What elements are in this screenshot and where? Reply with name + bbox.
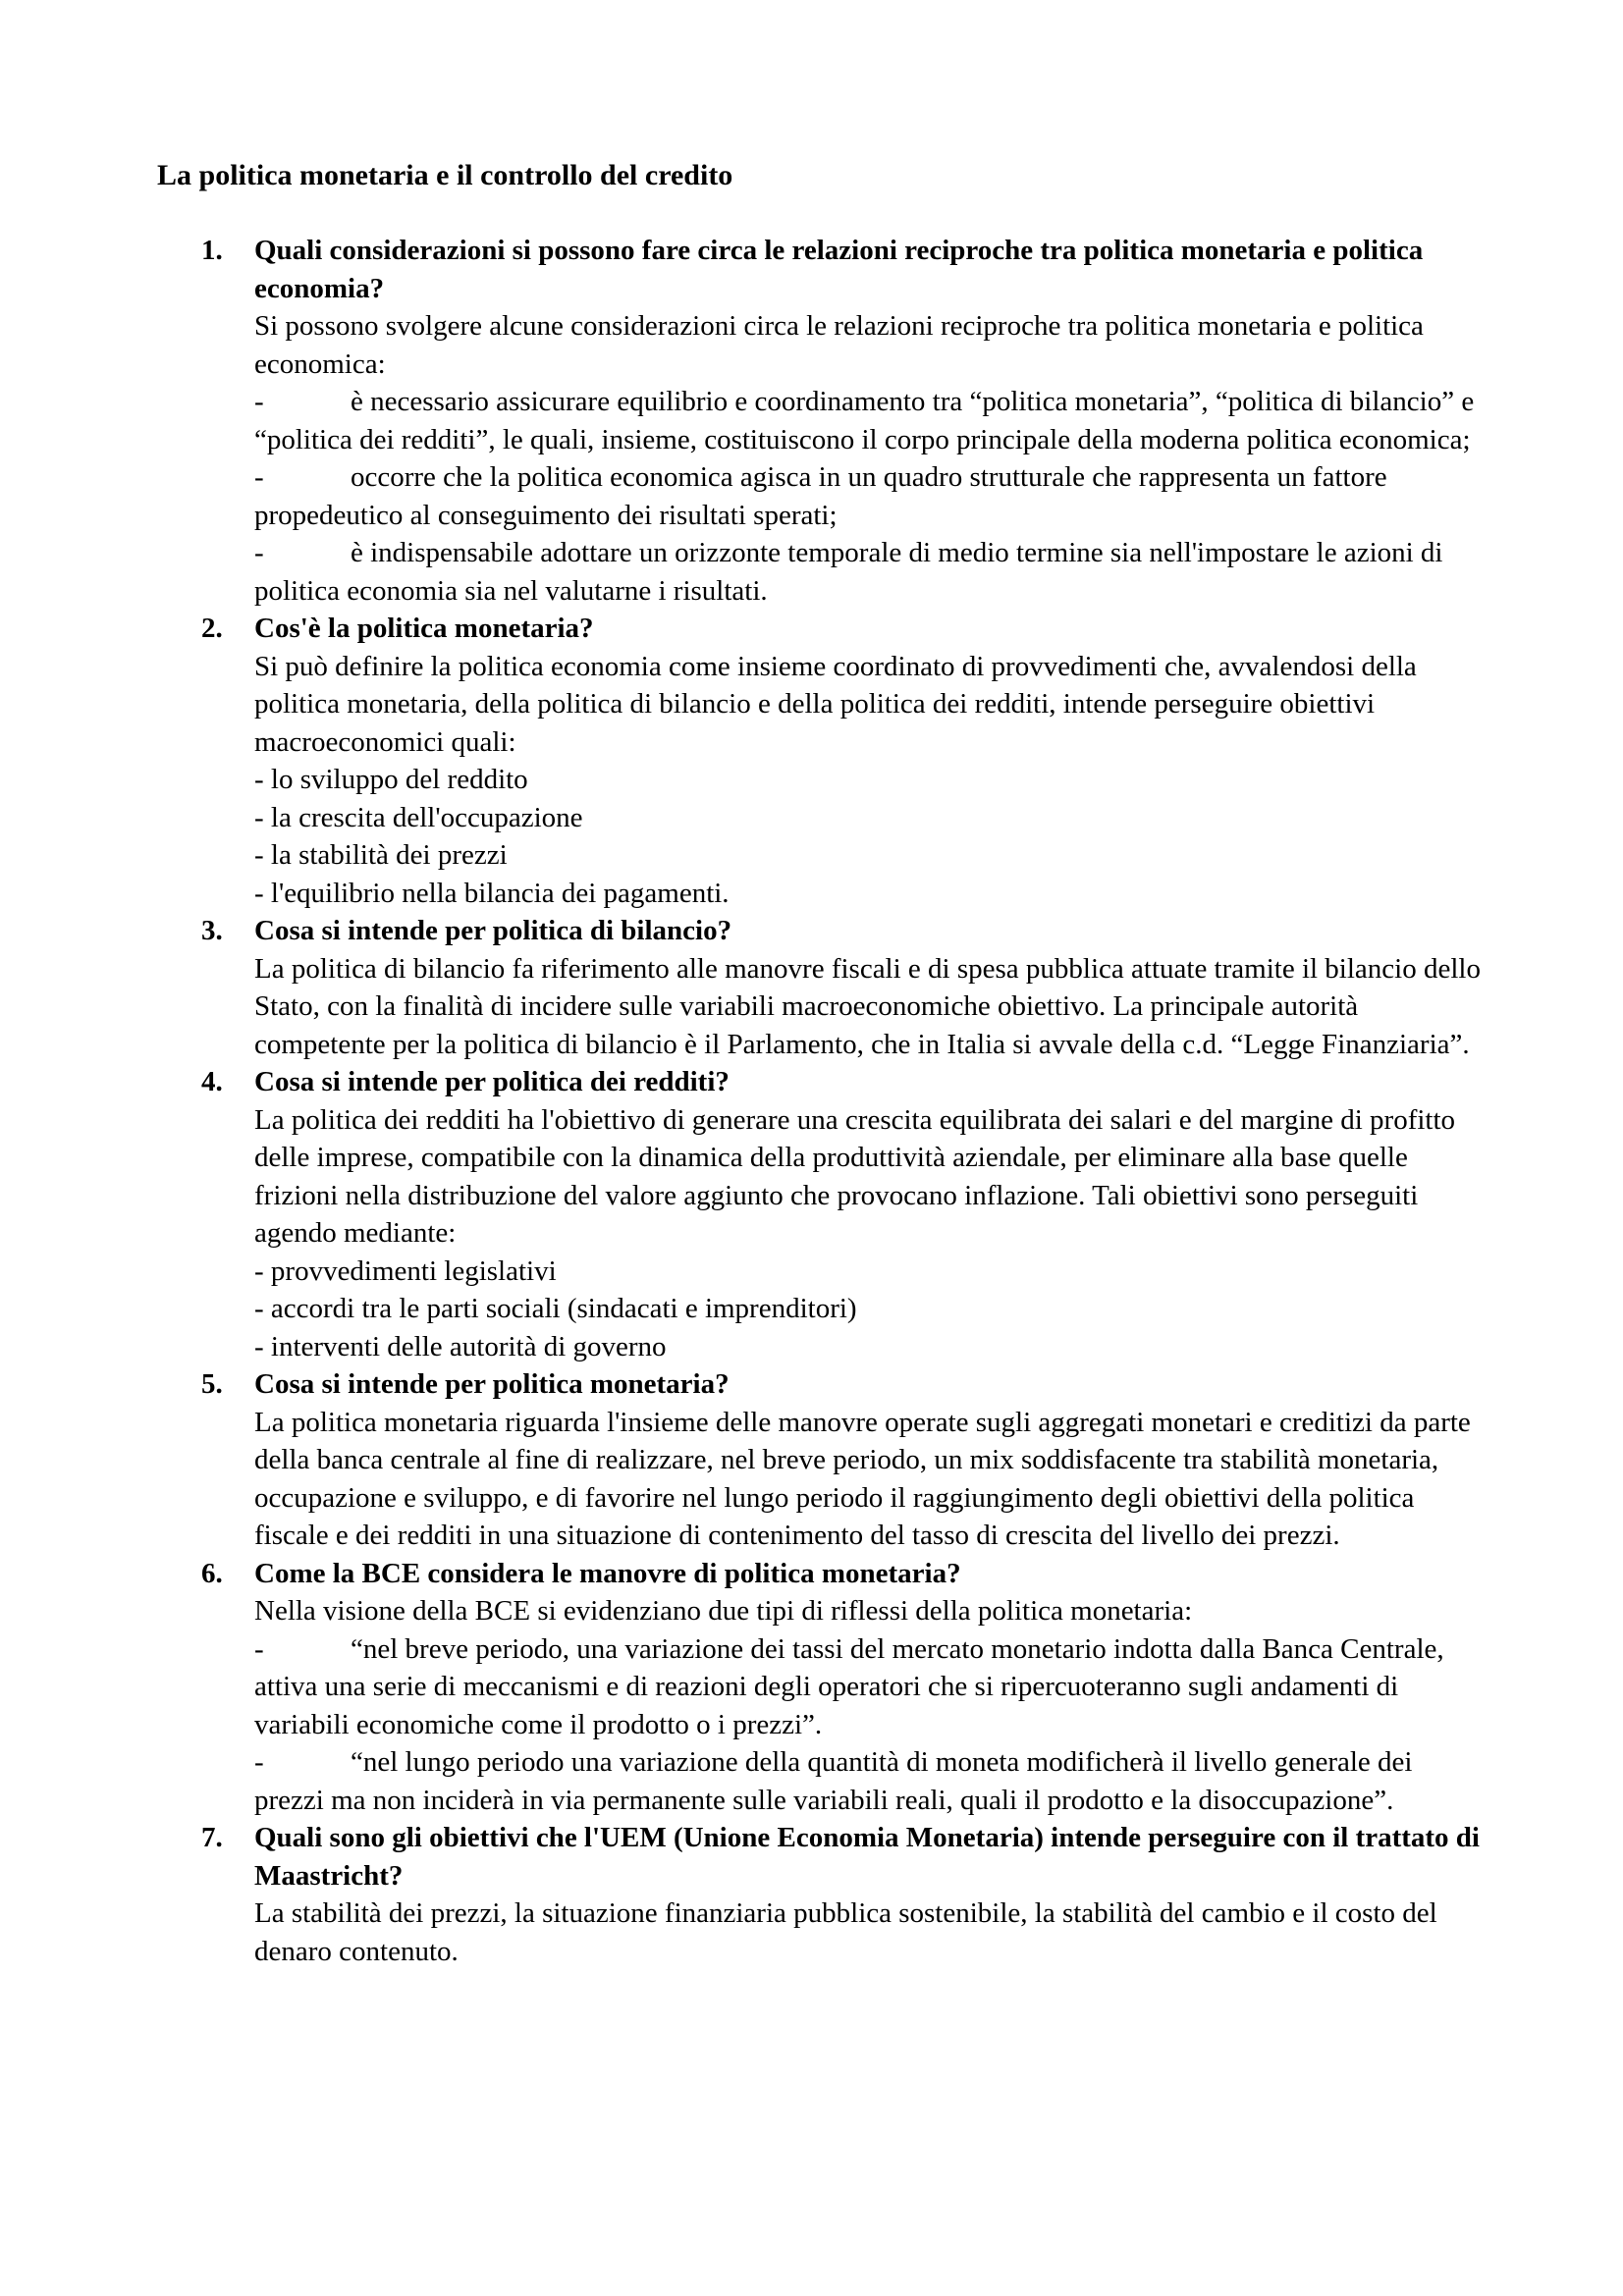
- answer-bullet-text: è necessario assicurare equilibrio e coordinamento tra “politica monetaria”, “politica di bilancio” e “politica dei redditi”, le quali, insieme, costituiscono il corpo principale della moderna politica economica;: [254, 386, 1475, 455]
- question-text: Cosa si intende per politica monetaria?: [254, 1368, 730, 1400]
- answer-list-item: - la stabilità dei prezzi: [254, 839, 508, 871]
- answer-list-item: - la crescita dell'occupazione: [254, 801, 583, 833]
- dash-marker: -: [254, 1746, 264, 1778]
- dash-marker: -: [254, 537, 264, 568]
- question-text: Cosa si intende per politica di bilancio?: [254, 915, 732, 946]
- document-title: La politica monetaria e il controllo del credito: [157, 159, 733, 191]
- answer-list-item: - interventi delle autorità di governo: [254, 1330, 667, 1362]
- dash-marker: -: [254, 1632, 264, 1665]
- answer-bullet: [254, 458, 1488, 534]
- question-text: Quali sono gli obiettivi che l'UEM (Unione Economia Monetaria) intende perseguire con il trattato di Maastricht?: [254, 1822, 1480, 1892]
- answer-text: Si può definire la politica economia come insieme coordinato di provvedimenti che, avvalendosi della politica monetaria, della politica di bilancio e della politica dei redditi, intende perseguire obiettivi macroeconomici quali:: [254, 650, 1417, 758]
- question-number: 4.: [201, 1066, 223, 1097]
- qa-item: [201, 1819, 1488, 1970]
- qa-item: [201, 232, 1488, 610]
- answer-list-item: - accordi tra le parti sociali (sindacati e imprenditori): [254, 1293, 857, 1324]
- answer-bullet-text: è indispensabile adottare un orizzonte temporale di medio termine sia nell'impostare le azioni di politica economia sia nel valutarne i risultati.: [254, 537, 1443, 607]
- answer-text: La politica dei redditi ha l'obiettivo di generare una crescita equilibrata dei salari e del margine di profitto delle imprese, compatibile con la dinamica della produttività aziendale, per eliminare alla base quelle frizioni nella distribuzione del valore aggiunto che provocano inflazione. Tali obiettivi sono perseguiti agendo mediante:: [254, 1103, 1456, 1249]
- question-number: 3.: [201, 915, 223, 946]
- answer-list-item: - lo sviluppo del reddito: [254, 764, 528, 795]
- answer-bullet-text: “nel breve periodo, una variazione dei tassi del mercato monetario indotta dalla Banca Centrale, attiva una serie di meccanismi e di reazioni degli operatori che si ripercuoteranno sugli andamenti di variabili economiche come il prodotto o i prezzi”.: [254, 1632, 1444, 1740]
- answer-text: Nella visione della BCE si evidenziano due tipi di riflessi della politica monetaria:: [254, 1595, 1193, 1627]
- question-text: Cos'è la politica monetaria?: [254, 613, 594, 644]
- answer-bullet: [254, 534, 1488, 610]
- question-number: 5.: [201, 1368, 223, 1400]
- question-number: 1.: [201, 235, 223, 266]
- answer-bullet-text: occorre che la politica economica agisca in un quadro strutturale che rappresenta un fattore propedeutico al conseguimento dei risultati sperati;: [254, 461, 1387, 531]
- answer-text: La politica monetaria riguarda l'insieme delle manovre operate sugli aggregati monetari e creditizi da parte della banca centrale al fine di realizzare, nel breve periodo, un mix soddisfacente tra stabilità monetaria, occupazione e sviluppo, e di favorire nel lungo periodo il raggiungimento degli obiettivi della politica fiscale e dei redditi in una situazione di contenimento del tasso di crescita del livello dei prezzi.: [254, 1406, 1471, 1551]
- question-number: 7.: [201, 1822, 223, 1853]
- answer-list-item: - l'equilibrio nella bilancia dei pagamenti.: [254, 877, 730, 909]
- answer-text: La stabilità dei prezzi, la situazione finanziaria pubblica sostenibile, la stabilità del cambio e il costo del denaro contenuto.: [254, 1897, 1437, 1967]
- qa-item: [201, 610, 1488, 912]
- question-number: 2.: [201, 613, 223, 644]
- answer-list-item: - provvedimenti legislativi: [254, 1255, 557, 1287]
- qa-item: [201, 1365, 1488, 1555]
- answer-bullet: [254, 383, 1488, 458]
- answer-bullet: [254, 1630, 1488, 1744]
- qa-item: [201, 1555, 1488, 1820]
- dash-marker: -: [254, 461, 264, 493]
- qa-item: [201, 912, 1488, 1063]
- question-number: 6.: [201, 1557, 223, 1589]
- answer-text: Si possono svolgere alcune considerazioni circa le relazioni reciproche tra politica monetaria e politica economica:: [254, 310, 1424, 380]
- qa-item: [201, 1063, 1488, 1365]
- answer-bullet: [254, 1743, 1488, 1819]
- question-list: [201, 232, 1488, 1970]
- question-text: Cosa si intende per politica dei redditi?: [254, 1066, 730, 1097]
- question-text: Quali considerazioni si possono fare circa le relazioni reciproche tra politica monetaria e politica economia?: [254, 235, 1424, 304]
- answer-bullet-text: “nel lungo periodo una variazione della quantità di moneta modificherà il livello generale dei prezzi ma non inciderà in via permanente sulle variabili reali, quali il prodotto e la disoccupazione”.: [254, 1746, 1413, 1816]
- question-text: Come la BCE considera le manovre di politica monetaria?: [254, 1557, 961, 1589]
- answer-text: La politica di bilancio fa riferimento alle manovre fiscali e di spesa pubblica attuate tramite il bilancio dello Stato, con la finalità di incidere sulle variabili macroeconomiche obiettivo. La principale autorità competente per la politica di bilancio è il Parlamento, che in Italia si avvale della c.d. “Legge Finanziaria”.: [254, 952, 1481, 1060]
- dash-marker: -: [254, 386, 264, 417]
